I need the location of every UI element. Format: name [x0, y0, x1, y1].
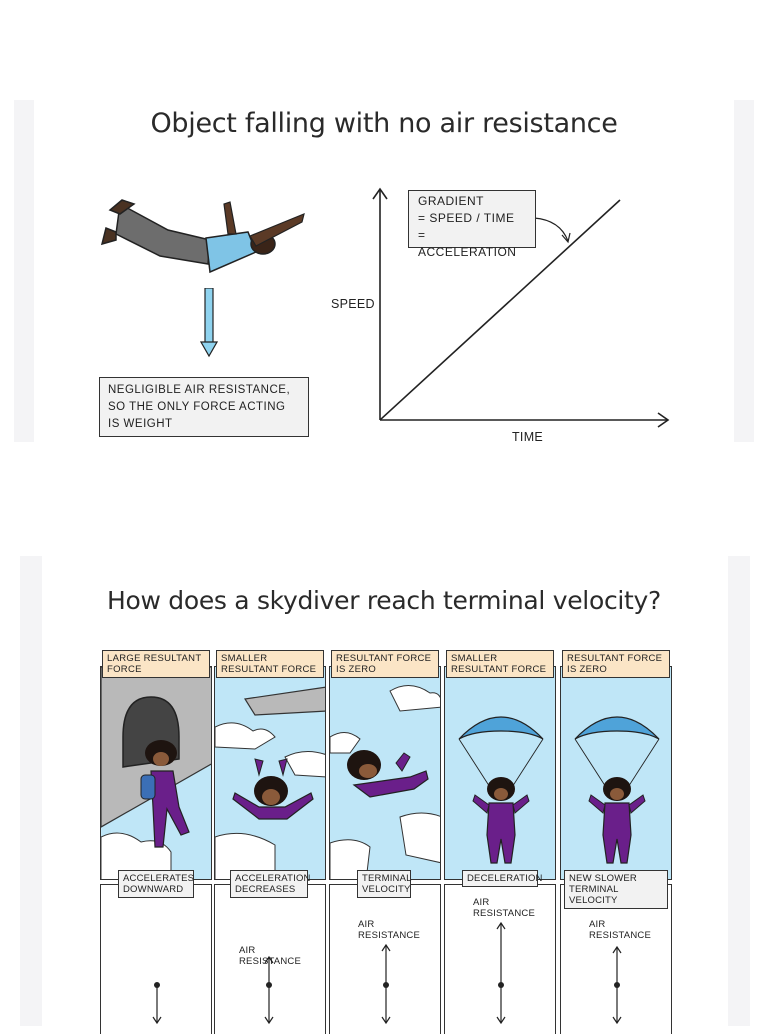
panel-4-scene	[444, 666, 556, 880]
panel-2-air-label: AIR RESISTANCE	[239, 945, 302, 967]
panel-3	[329, 648, 441, 1026]
x-axis-label: TIME	[512, 430, 544, 444]
card-1-left-edge	[14, 100, 34, 442]
skydiver-terminal-illustration	[330, 667, 441, 880]
panel-2-caption: ACCELERATION DECREASES	[230, 870, 308, 898]
card-2-left-edge	[20, 556, 42, 1026]
panel-1-tag: LARGE RESULTANT FORCE	[102, 650, 210, 678]
panel-4-force-area	[444, 884, 556, 1034]
panel-1-force-diagram	[101, 885, 213, 1035]
weight-note-box: NEGLIGIBLE AIR RESISTANCE, SO THE ONLY FORCE ACTING IS WEIGHT	[99, 377, 309, 437]
panel-5-air-label: AIR RESISTANCE	[589, 919, 652, 941]
card-1-right-edge	[734, 100, 754, 442]
panel-1	[100, 648, 212, 1026]
panel-3-air-label: AIR RESISTANCE	[358, 919, 421, 941]
gradient-line-1: GRADIENT	[418, 194, 485, 208]
panel-1-scene	[100, 666, 212, 880]
panel-5-tag: RESULTANT FORCE IS ZERO	[562, 650, 670, 678]
panel-5-scene	[560, 666, 672, 880]
falling-person-illustration	[98, 192, 310, 282]
panel-3-force-diagram	[330, 885, 442, 1035]
panel-5-caption: NEW SLOWER TERMINAL VELOCITY	[564, 870, 668, 909]
panel-4-force-diagram	[445, 885, 557, 1035]
panel-3-tag: RESULTANT FORCE IS ZERO	[331, 650, 439, 678]
panel-3-scene	[329, 666, 441, 880]
panel-2-force-diagram	[215, 885, 327, 1035]
card-2-right-edge	[728, 556, 750, 1026]
section-2-title: How does a skydiver reach terminal velocity?	[106, 586, 661, 615]
parachute-open-illustration	[445, 667, 556, 880]
panel-2	[214, 648, 326, 1026]
panel-3-force-area	[329, 884, 441, 1034]
y-axis-label: SPEED	[331, 297, 375, 311]
panel-2-tag: SMALLER RESULTANT FORCE	[216, 650, 324, 678]
panel-3-caption: TERMINAL VELOCITY	[357, 870, 411, 898]
skydiver-arms-out-illustration	[215, 667, 326, 880]
gradient-line-2: = SPEED / TIME	[418, 211, 515, 225]
panel-1-caption: ACCELERATES DOWNWARD	[118, 870, 194, 898]
panel-2-force-area	[214, 884, 326, 1034]
panel-5	[560, 648, 672, 1026]
panel-4-caption: DECELERATION	[462, 870, 538, 887]
panel-4-air-label: AIR RESISTANCE	[473, 897, 536, 919]
plane-door-illustration	[101, 667, 212, 880]
panel-2-scene	[214, 666, 326, 880]
weight-arrow	[200, 288, 218, 358]
gradient-box	[408, 190, 536, 259]
panel-4	[444, 648, 556, 1026]
gradient-line-3: = ACCELERATION	[418, 228, 517, 259]
section-1-title: Object falling with no air resistance	[150, 108, 618, 139]
panel-4-tag: SMALLER RESULTANT FORCE	[446, 650, 554, 678]
panel-1-force-area	[100, 884, 212, 1034]
parachute-terminal-illustration	[561, 667, 672, 880]
